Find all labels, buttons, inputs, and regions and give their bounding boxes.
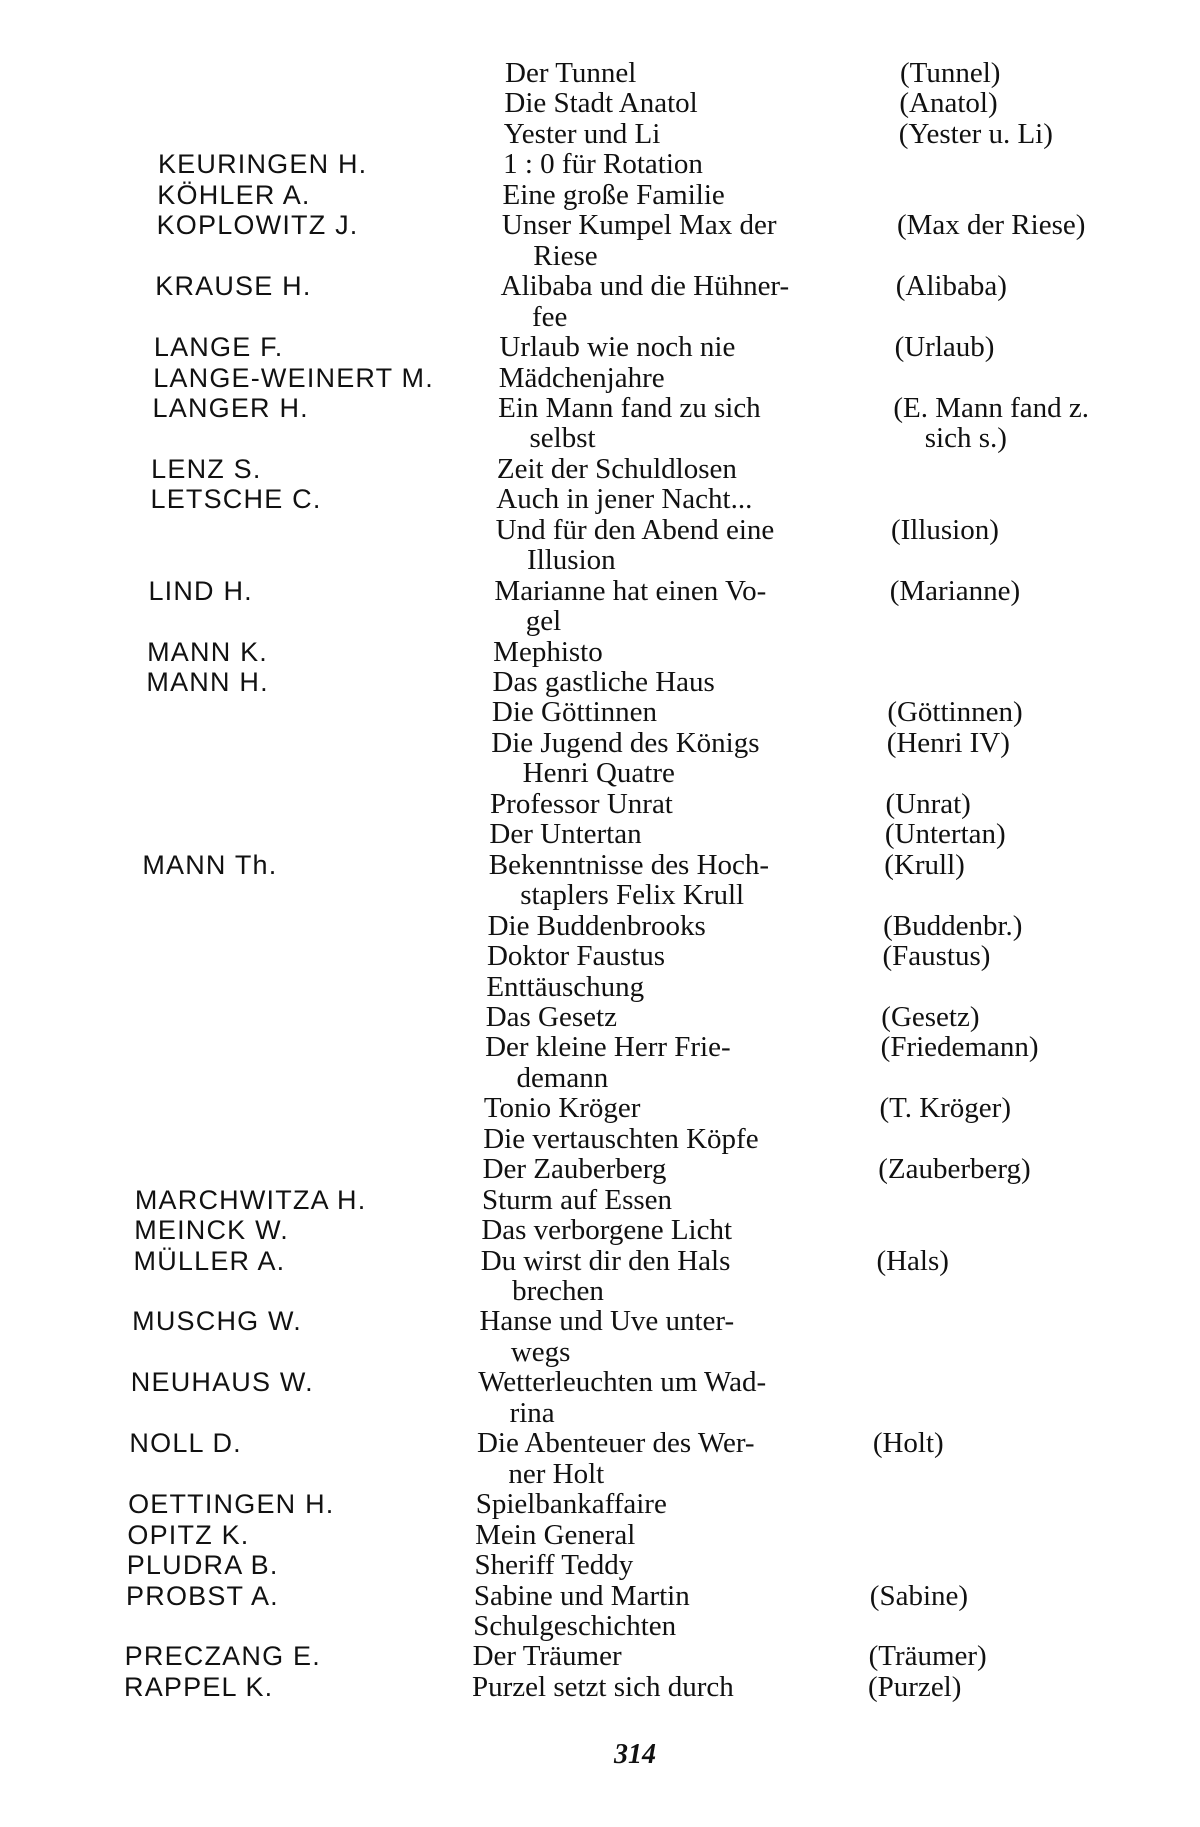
author-name: KRAUSE H. — [155, 271, 312, 302]
work-title: staplers Felix Krull — [520, 879, 745, 912]
page-number: 314 — [614, 1739, 656, 1770]
work-title: 1 : 0 für Rotation — [503, 148, 703, 181]
index-entry-line — [0, 1459, 1200, 1490]
index-entry-line — [0, 1337, 1200, 1368]
author-name: RAPPEL K. — [124, 1671, 274, 1702]
index-entry-line — [0, 1641, 1200, 1672]
index-entry-line — [0, 484, 1200, 515]
author-name: NOLL D. — [129, 1428, 242, 1459]
index-entry-line — [0, 911, 1200, 942]
index-entry-line — [0, 1428, 1200, 1459]
title-abbreviation: (Hals) — [876, 1244, 949, 1277]
index-entry-line — [0, 1581, 1200, 1612]
work-title: Sturm auf Essen — [481, 1183, 673, 1216]
index-entry-line — [0, 302, 1200, 333]
title-abbreviation: (Krull) — [884, 848, 965, 881]
work-title: Wetterleuchten um Wad- — [478, 1366, 767, 1399]
work-title: Der kleine Herr Frie- — [485, 1031, 731, 1064]
author-name: LANGE-WEINERT M. — [153, 362, 434, 393]
index-entry-line — [0, 972, 1200, 1003]
work-title: Unser Kumpel Max der — [501, 209, 777, 242]
author-name: MUSCHG W. — [132, 1306, 302, 1337]
index-entry-line — [0, 241, 1200, 272]
work-title: Eine große Familie — [502, 178, 725, 211]
title-abbreviation: (T. Kröger) — [879, 1092, 1011, 1125]
author-name: OETTINGEN H. — [128, 1489, 335, 1520]
title-abbreviation: (Gesetz) — [881, 1000, 980, 1033]
work-title: brechen — [512, 1275, 604, 1307]
work-title: Mädchenjahre — [498, 361, 665, 394]
work-title: Sabine und Martin — [473, 1579, 690, 1612]
work-title: Purzel setzt sich durch — [472, 1670, 734, 1703]
index-entry-line — [0, 1063, 1200, 1094]
title-abbreviation: (Untertan) — [884, 818, 1006, 851]
work-title: Du wirst dir den Hals — [480, 1244, 731, 1277]
author-name: MARCHWITZA H. — [134, 1184, 367, 1215]
author-name: OPITZ K. — [127, 1519, 250, 1550]
index-entry-line — [0, 1367, 1200, 1398]
title-abbreviation: (E. Mann fand z. — [893, 391, 1090, 424]
author-name: KEURINGEN H. — [157, 149, 368, 180]
work-title: rina — [509, 1396, 555, 1429]
author-name: MEINCK W. — [134, 1215, 289, 1246]
title-abbreviation: (Unrat) — [885, 787, 971, 820]
work-title: Sheriff Teddy — [474, 1549, 634, 1582]
author-name: PRECZANG E. — [124, 1641, 321, 1672]
index-entry-line — [0, 1489, 1200, 1520]
index-entry-line — [0, 667, 1200, 698]
author-name: KOPLOWITZ J. — [156, 210, 359, 241]
index-entry-line — [0, 880, 1200, 911]
work-title: Der Untertan — [489, 818, 642, 851]
title-abbreviation: (Henri IV) — [886, 726, 1010, 759]
title-abbreviation: (Faustus) — [882, 940, 991, 973]
title-abbreviation: (Göttinnen) — [887, 696, 1023, 729]
author-name: LETSCHE C. — [150, 484, 322, 515]
work-title: Mein General — [475, 1518, 636, 1551]
work-title: wegs — [510, 1335, 571, 1368]
index-entry-line — [0, 819, 1200, 850]
work-title: ner Holt — [508, 1457, 605, 1490]
index-entry-line — [0, 789, 1200, 820]
author-name: MANN Th. — [142, 849, 278, 880]
index-entry-line — [0, 850, 1200, 881]
work-title: Zeit der Schuldlosen — [496, 452, 737, 485]
title-abbreviation: (Träumer) — [868, 1640, 987, 1673]
work-title: Das gastliche Haus — [492, 666, 715, 698]
index-entry-line — [0, 1215, 1200, 1246]
index-entry-line — [0, 149, 1200, 180]
work-title: Ein Mann fand zu sich — [498, 391, 761, 424]
work-title: Urlaub wie noch nie — [499, 331, 736, 364]
index-entry-line — [0, 576, 1200, 607]
work-title: gel — [525, 605, 562, 638]
work-title: Tonio Kröger — [483, 1092, 641, 1125]
work-title: Die Abenteuer des Wer- — [476, 1427, 755, 1460]
work-title: Henri Quatre — [522, 757, 675, 790]
index-entry-line — [0, 119, 1200, 150]
index-entry-line — [0, 271, 1200, 302]
work-title: Die vertauschten Köpfe — [483, 1122, 759, 1155]
work-title: Alibaba und die Hühner- — [500, 270, 790, 303]
work-title: Der Tunnel — [505, 57, 637, 89]
index-entry-line — [0, 515, 1200, 546]
work-title: Und für den Abend eine — [495, 513, 775, 546]
title-abbreviation: (Sabine) — [869, 1579, 969, 1612]
title-abbreviation: (Marianne) — [889, 574, 1021, 607]
work-title: Illusion — [527, 544, 616, 577]
title-abbreviation: (Illusion) — [890, 513, 999, 546]
index-entry-line — [0, 423, 1200, 454]
index-entry-line — [0, 1611, 1200, 1642]
work-title: Yester und Li — [503, 117, 661, 150]
work-title: Die Stadt Anatol — [504, 87, 698, 120]
work-title: Riese — [533, 239, 598, 272]
index-entry-line — [0, 1398, 1200, 1429]
work-title: Marianne hat einen Vo- — [494, 574, 767, 607]
work-title: Die Buddenbrooks — [487, 909, 706, 942]
index-entry-line — [0, 758, 1200, 789]
index-entry-line — [0, 728, 1200, 759]
index-entry-line — [0, 697, 1200, 728]
work-title: Enttäuschung — [486, 970, 645, 1003]
title-abbreviation: (Yester u. Li) — [898, 117, 1053, 150]
work-title: demann — [516, 1061, 609, 1094]
index-entry-line — [0, 1093, 1200, 1124]
index-entry-line — [0, 180, 1200, 211]
index-entry-line — [0, 1520, 1200, 1551]
work-title: Schulgeschichten — [473, 1609, 677, 1642]
title-abbreviation: (Urlaub) — [894, 331, 995, 364]
work-title: Das verborgene Licht — [481, 1214, 733, 1247]
index-entry-line — [0, 1306, 1200, 1337]
work-title: Der Zauberberg — [482, 1153, 667, 1186]
index-entry-line — [0, 1032, 1200, 1063]
author-name: LANGER H. — [152, 392, 309, 423]
index-entry-line — [0, 1246, 1200, 1277]
index-entry-line — [0, 941, 1200, 972]
author-name: NEUHAUS W. — [130, 1367, 314, 1398]
work-title: fee — [532, 300, 568, 333]
index-entry-line — [0, 58, 1200, 89]
title-abbreviation: (Buddenbr.) — [883, 909, 1023, 942]
author-name: LIND H. — [148, 575, 253, 606]
title-abbreviation: (Max der Riese) — [896, 209, 1086, 242]
author-name: LENZ S. — [151, 453, 262, 484]
work-title: Mephisto — [493, 635, 603, 668]
title-abbreviation: (Holt) — [872, 1427, 944, 1460]
work-title: Die Jugend des Königs — [491, 726, 760, 759]
author-name: PLUDRA B. — [126, 1550, 279, 1581]
work-title: Professor Unrat — [490, 787, 673, 820]
author-name: PROBST A. — [126, 1580, 279, 1611]
title-abbreviation: (Alibaba) — [895, 270, 1007, 303]
index-entry-line — [0, 363, 1200, 394]
work-title: Die Göttinnen — [491, 696, 658, 729]
index-entry-line — [0, 393, 1200, 424]
author-name: MANN H. — [146, 667, 269, 697]
work-title: Der Träumer — [472, 1640, 622, 1673]
index-entry-line — [0, 545, 1200, 576]
title-abbreviation: (Purzel) — [868, 1670, 962, 1703]
index-entry-line — [0, 88, 1200, 119]
work-title: Das Gesetz — [485, 1000, 617, 1033]
title-abbreviation: sich s.) — [924, 422, 1007, 455]
work-title: Spielbankaffaire — [475, 1488, 667, 1521]
index-entry-line — [0, 1185, 1200, 1216]
work-title: Hanse und Uve unter- — [479, 1305, 735, 1338]
index-entry-line — [0, 606, 1200, 637]
index-entry-line — [0, 1124, 1200, 1155]
index-entry-line — [0, 332, 1200, 363]
author-name: MÜLLER A. — [133, 1245, 286, 1276]
index-entry-line — [0, 210, 1200, 241]
index-entry-line — [0, 1276, 1200, 1307]
title-abbreviation: (Zauberberg) — [878, 1153, 1031, 1186]
author-name: MANN K. — [147, 636, 269, 667]
index-entry-line — [0, 1672, 1200, 1703]
index-entry-line — [0, 1002, 1200, 1033]
work-title: selbst — [529, 422, 596, 455]
index-entry-line — [0, 454, 1200, 485]
index-entry-line — [0, 1154, 1200, 1185]
work-title: Auch in jener Nacht... — [496, 483, 753, 516]
author-name: KÖHLER A. — [157, 179, 311, 210]
work-title: Doktor Faustus — [486, 940, 665, 973]
title-abbreviation: (Friedemann) — [880, 1031, 1039, 1064]
index-entry-line — [0, 637, 1200, 668]
author-name: LANGE F. — [153, 332, 284, 363]
title-abbreviation: (Anatol) — [899, 87, 998, 120]
index-entry-line — [0, 1550, 1200, 1581]
work-title: Bekenntnisse des Hoch- — [488, 848, 770, 881]
title-abbreviation: (Tunnel) — [900, 57, 1001, 89]
